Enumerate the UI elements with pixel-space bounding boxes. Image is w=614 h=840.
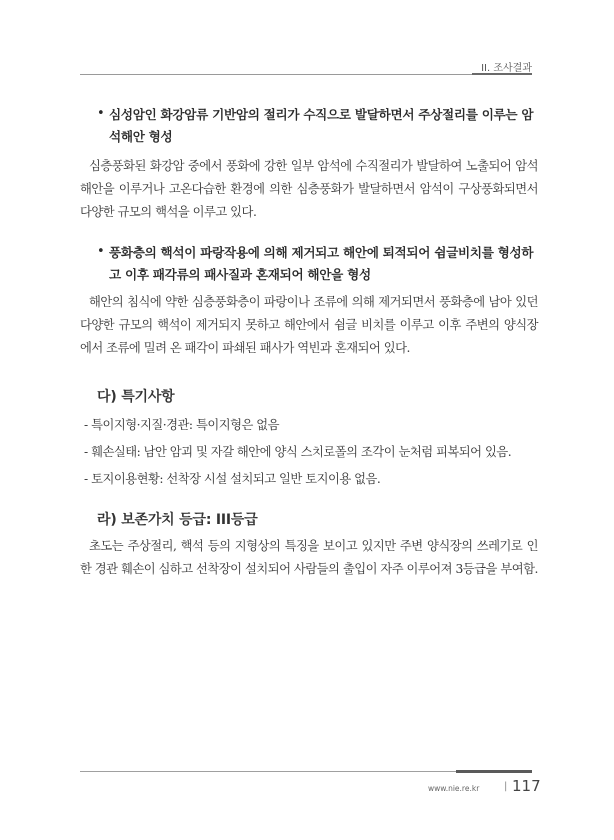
grade-heading: 라) 보존가치 등급: III등급	[97, 512, 258, 528]
special-item: - 훼손실태: 남안 암괴 및 자갈 해안에 양식 스치로폴의 조각이 눈처럼 피복되어 있음.	[84, 445, 512, 459]
footer-separator: |	[504, 781, 508, 792]
bullet-icon: •	[97, 106, 105, 121]
bullet-section-1	[80, 104, 538, 148]
grade-paragraph: 초도는 주상절리, 핵석 등의 지형상의 특징을 보이고 있지만 주변 양식장의 쓰레기로 인한 경관 훼손이 심하고 선착장이 설치되어 사람들의 출입이 자주 이루어져 3등급을 부여함.	[80, 539, 538, 576]
paragraph-2: 해안의 침식에 약한 심층풍화층이 파랑이나 조류에 의해 제거되면서 풍화층에 남아 있던 다양한 규모의 핵석이 제거되지 못하고 해안에서 쉼글 비치를 이루고 이후 주변의 양식장에서 조류에 밀려 온 패각이 파쇄된 패사가 역빈과 혼재되어 있다.	[80, 295, 538, 355]
bullet-section-2	[80, 242, 538, 286]
bullet-title-1: 심성암인 화강암류 기반암의 절리가 수직으로 발달하면서 주상절리를 이루는 암석해안 형성	[109, 107, 534, 144]
special-heading: 다) 특기사항	[97, 389, 175, 405]
footer-rule-accent	[456, 770, 532, 773]
paragraph-1: 심층풍화된 화강암 중에서 풍화에 강한 일부 암석에 수직절리가 발달하여 노출되어 암석해안을 이루거나 고온다습한 환경에 의한 심층풍화가 발달하면서 암석이 구상풍화되면서 다양한 규모의 핵석을 이루고 있다.	[80, 159, 538, 219]
special-item: - 특이지형·지질·경관: 특이지형은 없음	[84, 418, 280, 432]
page-number: 117	[512, 777, 541, 795]
bullet-title-2: 풍화층의 핵석이 파랑작용에 의해 제거되고 해안에 퇴적되어 쉼글비치를 형성하고 이후 패각류의 패사질과 혼재되어 해안을 형성	[109, 245, 534, 282]
page-content	[80, 104, 538, 581]
bullet-icon: •	[97, 244, 105, 259]
header-rule	[80, 74, 532, 75]
footer-url: www.nie.re.kr	[428, 784, 480, 793]
chapter-title: II. 조사결과	[481, 63, 532, 74]
special-item: - 토지이용현황: 선착장 시설 설치되고 일반 토지이용 없음.	[84, 472, 381, 486]
